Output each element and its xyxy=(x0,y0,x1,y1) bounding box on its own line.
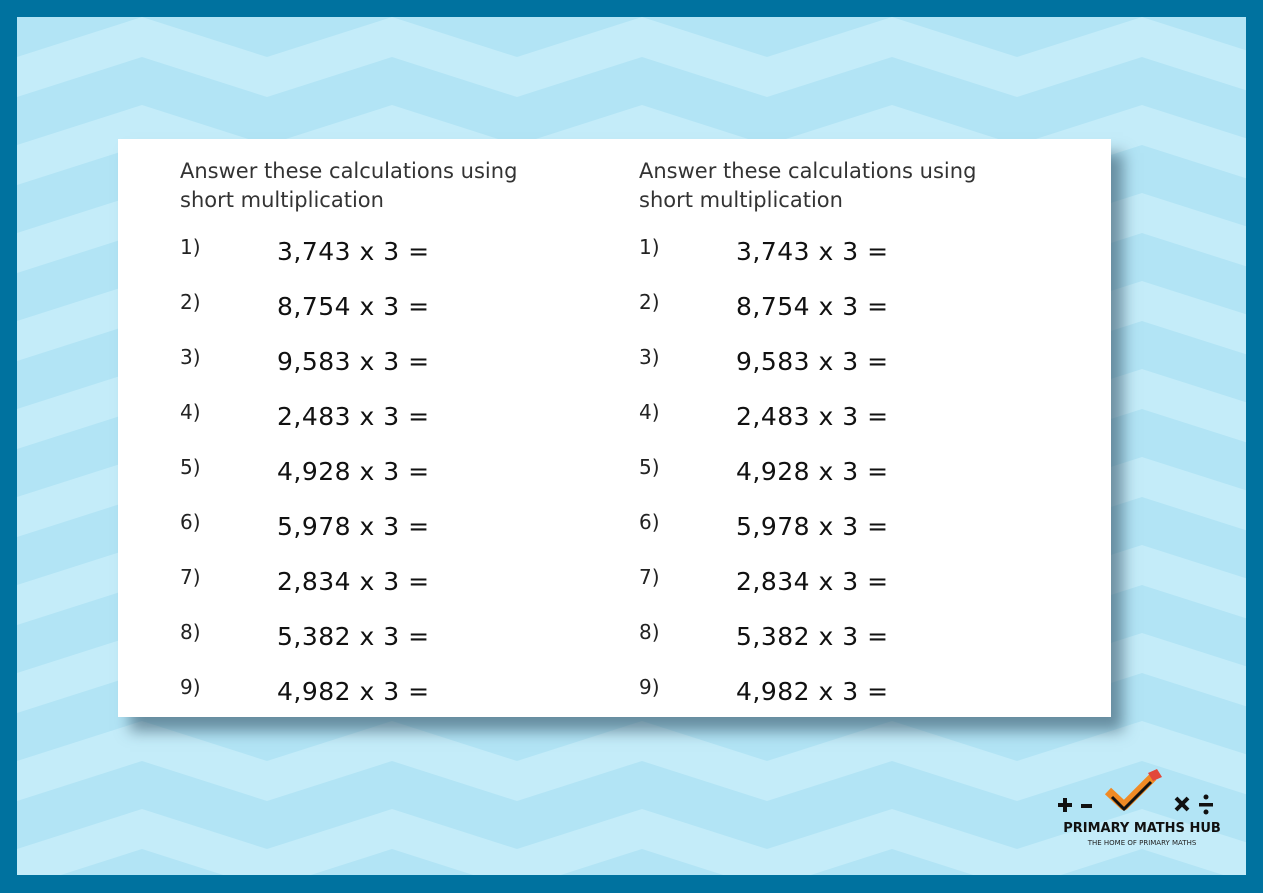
question-number: 2) xyxy=(639,290,660,314)
question-expression: 3,743 x 3 = xyxy=(736,237,889,266)
instruction-text xyxy=(180,157,580,215)
question-item xyxy=(180,270,600,325)
question-item xyxy=(639,600,1059,655)
question-item xyxy=(180,490,600,545)
question-expression: 5,978 x 3 = xyxy=(736,512,889,541)
question-item xyxy=(180,435,600,490)
question-item xyxy=(180,325,600,380)
question-item xyxy=(639,435,1059,490)
question-expression: 2,834 x 3 = xyxy=(736,567,889,596)
question-number: 7) xyxy=(180,565,201,589)
question-expression: 8,754 x 3 = xyxy=(277,292,430,321)
question-item xyxy=(639,325,1059,380)
question-item xyxy=(639,490,1059,545)
question-expression: 9,583 x 3 = xyxy=(277,347,430,376)
question-item xyxy=(639,270,1059,325)
question-expression: 2,483 x 3 = xyxy=(277,402,430,431)
question-expression: 5,382 x 3 = xyxy=(736,622,889,651)
question-number: 5) xyxy=(180,455,201,479)
question-expression: 4,982 x 3 = xyxy=(277,677,430,706)
question-expression: 4,928 x 3 = xyxy=(736,457,889,486)
question-list xyxy=(180,215,600,710)
minus-icon xyxy=(1081,804,1092,808)
logo-symbols xyxy=(1047,769,1237,819)
instruction-line-2: short multiplication xyxy=(180,188,384,212)
question-expression: 5,382 x 3 = xyxy=(277,622,430,651)
question-number: 4) xyxy=(180,400,201,424)
question-number: 3) xyxy=(639,345,660,369)
question-number: 8) xyxy=(180,620,201,644)
chevron-background xyxy=(17,17,1246,875)
question-number: 1) xyxy=(180,235,201,259)
instruction-line-1: Answer these calculations using xyxy=(639,159,977,183)
instruction-line-2: short multiplication xyxy=(639,188,843,212)
worksheet-card xyxy=(118,139,1111,717)
logo-tagline: THE HOME OF PRIMARY MATHS xyxy=(1087,839,1197,847)
question-item xyxy=(180,380,600,435)
question-number: 6) xyxy=(180,510,201,534)
logo-name: PRIMARY MATHS HUB xyxy=(1063,821,1221,836)
question-item xyxy=(639,545,1059,600)
question-expression: 2,834 x 3 = xyxy=(277,567,430,596)
chevron-stripe xyxy=(17,17,1246,97)
question-number: 3) xyxy=(180,345,201,369)
question-number: 4) xyxy=(639,400,660,424)
question-number: 6) xyxy=(639,510,660,534)
question-number: 2) xyxy=(180,290,201,314)
worksheet-column-left xyxy=(180,157,600,710)
question-number: 9) xyxy=(180,675,201,699)
question-number: 9) xyxy=(639,675,660,699)
question-number: 5) xyxy=(639,455,660,479)
question-number: 7) xyxy=(639,565,660,589)
question-item xyxy=(180,215,600,270)
question-item xyxy=(180,545,600,600)
plus-icon xyxy=(1058,798,1072,812)
question-number: 8) xyxy=(639,620,660,644)
question-item xyxy=(639,655,1059,710)
question-expression: 5,978 x 3 = xyxy=(277,512,430,541)
worksheet-column-right xyxy=(639,157,1059,710)
question-expression: 4,982 x 3 = xyxy=(736,677,889,706)
question-item xyxy=(180,600,600,655)
question-expression: 4,928 x 3 = xyxy=(277,457,430,486)
instruction-text xyxy=(639,157,1039,215)
question-expression: 3,743 x 3 = xyxy=(277,237,430,266)
question-expression: 9,583 x 3 = xyxy=(736,347,889,376)
question-list xyxy=(639,215,1059,710)
question-number: 1) xyxy=(639,235,660,259)
question-item xyxy=(639,380,1059,435)
question-expression: 8,754 x 3 = xyxy=(736,292,889,321)
question-item xyxy=(180,655,600,710)
instruction-line-1: Answer these calculations using xyxy=(180,159,518,183)
divide-icon xyxy=(1199,795,1213,815)
primary-maths-hub-logo xyxy=(1047,769,1237,849)
checkmark-pencil-icon xyxy=(1108,769,1162,809)
question-expression: 2,483 x 3 = xyxy=(736,402,889,431)
times-icon xyxy=(1176,798,1188,810)
question-item xyxy=(639,215,1059,270)
